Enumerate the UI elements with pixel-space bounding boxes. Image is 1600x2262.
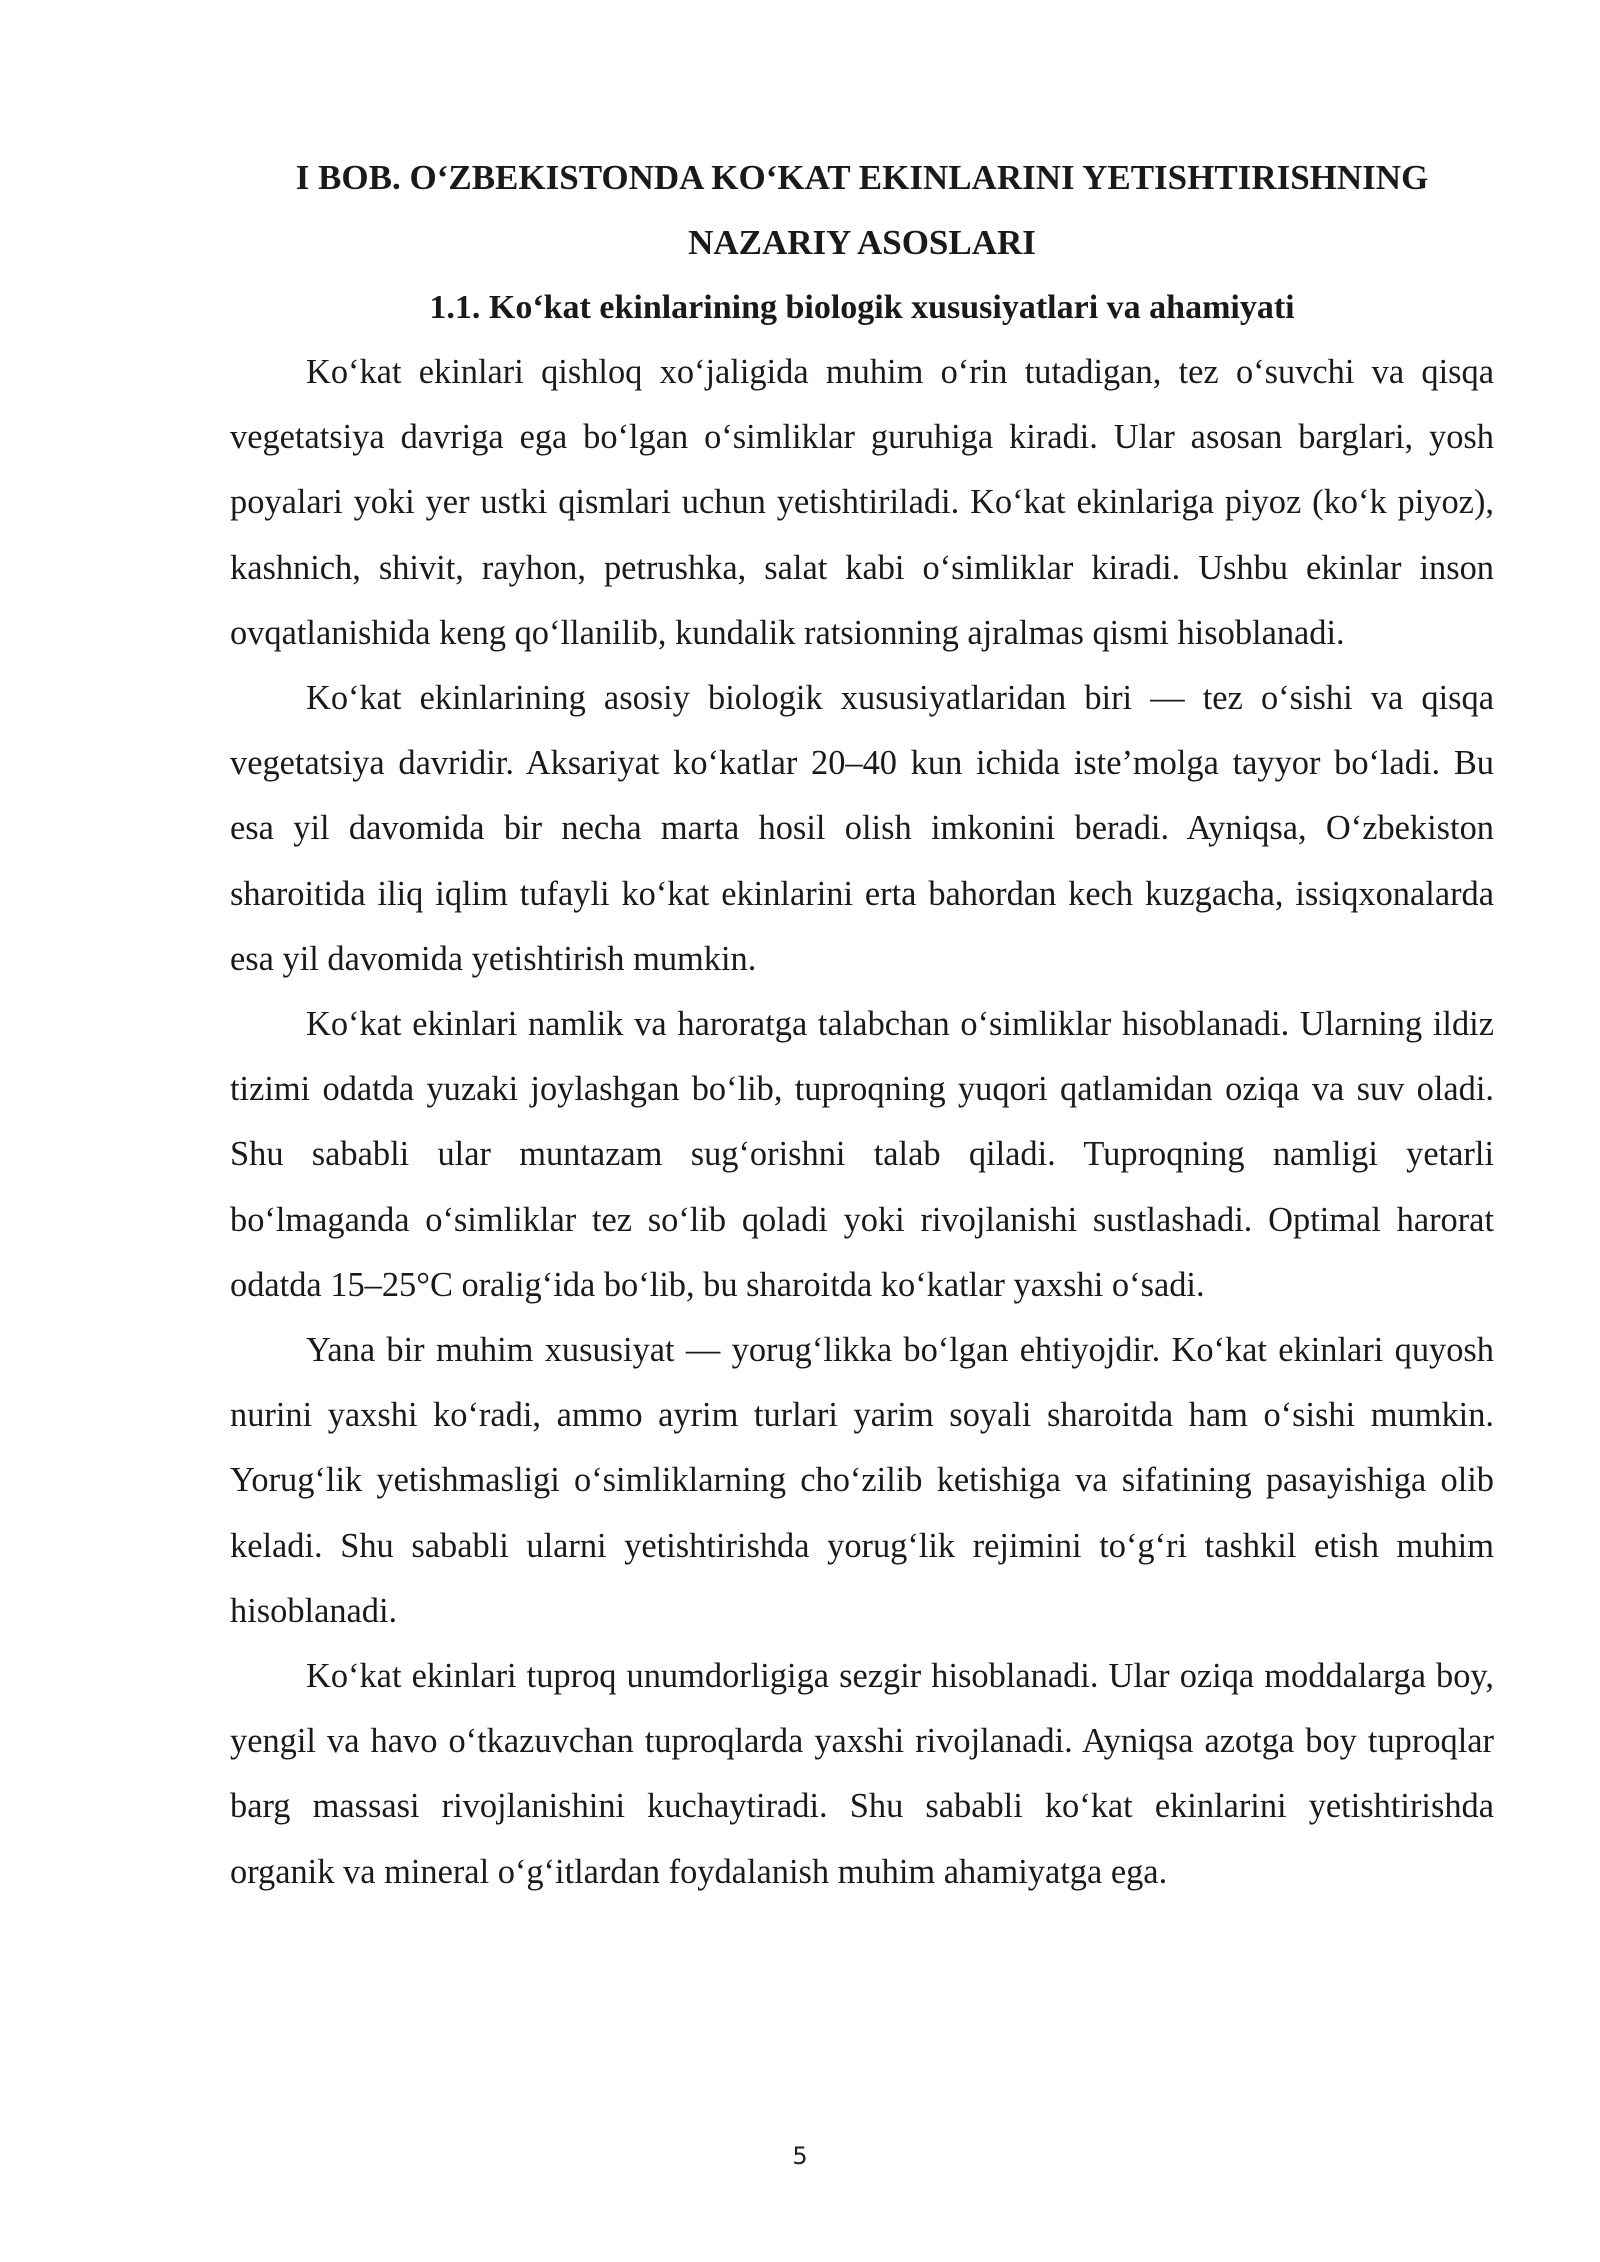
body-paragraph-3: Ko‘kat ekinlari namlik va haroratga talabchan o‘simliklar hisoblanadi. Ularning ildiz tizimi odatda yuzaki joylashgan bo‘lib, tuproqning yuqori qatlamidan oziqa va suv oladi. Shu sababli ular muntazam sug‘orishni talab qiladi. Tuproqning namligi yetarli bo‘lmaganda o‘simliklar tez so‘lib qoladi yoki rivojlanishi sustlashadi. Optimal harorat odatda 15–25°C oralig‘ida bo‘lib, bu sharoitda ko‘katlar yaxshi o‘sadi.	[230, 1005, 1494, 1304]
body-paragraph-4: Yana bir muhim xususiyat — yorug‘likka bo‘lgan ehtiyojdir. Ko‘kat ekinlari quyosh nurini yaxshi ko‘radi, ammo ayrim turlari yarim soyali sharoitda ham o‘sishi mumkin. Yorug‘lik yetishmasligi o‘simliklarning cho‘zilib ketishiga va sifatining pasayishiga olib keladi. Shu sababli ularni yetishtirishda yorug‘lik rejimini to‘g‘ri tashkil etish muhim hisoblanadi.	[230, 1331, 1494, 1630]
body-paragraph-2: Ko‘kat ekinlarining asosiy biologik xususiyatlaridan biri — tez o‘sishi va qisqa vegetatsiya davridir. Aksariyat ko‘katlar 20–40 kun ichida iste’molga tayyor bo‘ladi. Bu esa yil davomida bir necha marta hosil olish imkonini beradi. Ayniqsa, O‘zbekiston sharoitida iliq iqlim tufayli ko‘kat ekinlarini erta bahordan kech kuzgacha, issiqxonalarda esa yil davomida yetishtirish mumkin.	[230, 679, 1494, 978]
section-title: 1.1. Ko‘kat ekinlarining biologik xususiyatlari va ahamiyati	[429, 289, 1295, 326]
body-paragraph-1: Ko‘kat ekinlari qishloq xo‘jaligida muhim o‘rin tutadigan, tez o‘suvchi va qisqa vegetatsiya davriga ega bo‘lgan o‘simliklar guruhiga kiradi. Ular asosan barglari, yosh poyalari yoki yer ustki qismlari uchun yetishtiriladi. Ko‘kat ekinlariga piyoz (ko‘k piyoz), kashnich, shivit, rayhon, petrushka, salat kabi o‘simliklar kiradi. Ushbu ekinlar inson ovqatlanishida keng qo‘llanilib, kundalik ratsionning ajralmas qismi hisoblanadi.	[230, 353, 1494, 652]
chapter-title-line-2: NAZARIY ASOSLARI	[688, 223, 1036, 262]
page-number: 5	[792, 2142, 808, 2170]
body-paragraph-5: Ko‘kat ekinlari tuproq unumdorligiga sezgir hisoblanadi. Ular oziqa moddalarga boy, yengil va havo o‘tkazuvchan tuproqlarda yaxshi rivojlanadi. Ayniqsa azotga boy tuproqlar barg massasi rivojlanishini kuchaytiradi. Shu sababli ko‘kat ekinlarini yetishtirishda organik va mineral o‘g‘itlardan foydalanish muhim ahamiyatga ega.	[230, 1657, 1494, 1891]
chapter-title-line-1: I BOB. O‘ZBEKISTONDA KO‘KAT EKINLARINI YETISHTIRISHNING	[295, 158, 1429, 197]
document-page	[230, 145, 1494, 1905]
